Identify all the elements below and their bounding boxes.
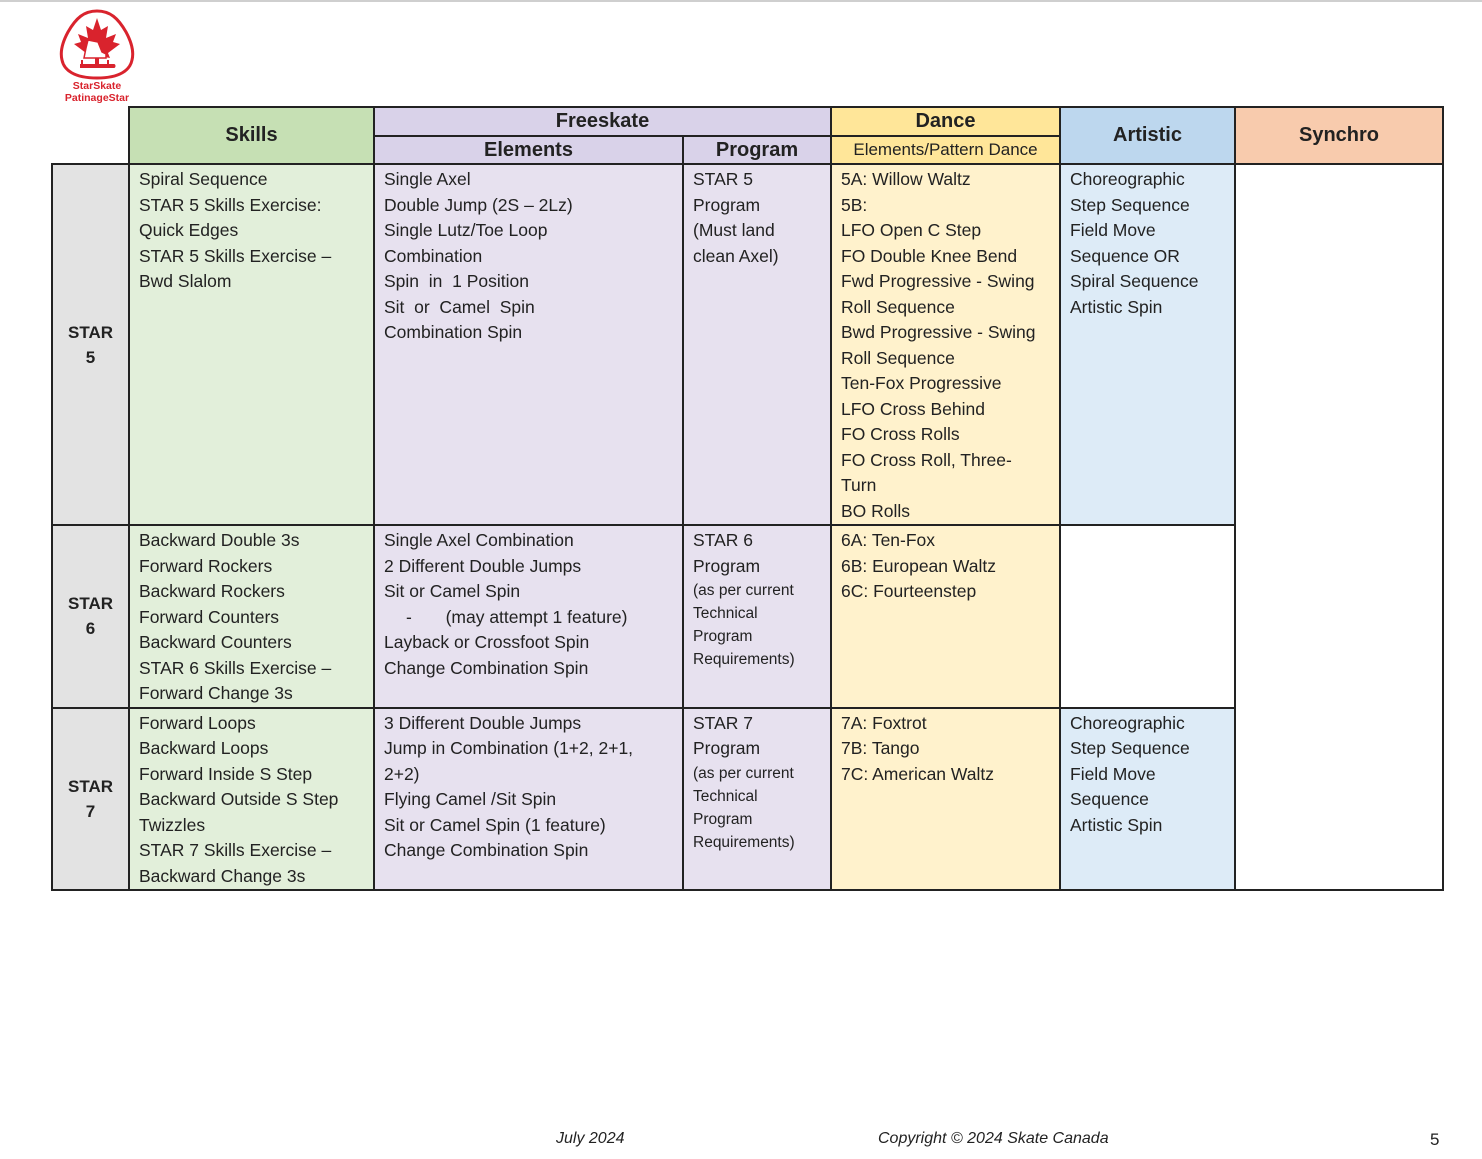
list-item: Forward Change 3s <box>139 683 293 703</box>
list-item: 2+2) <box>384 763 420 784</box>
list-item: Backward Loops <box>139 738 269 758</box>
list-item: (as per current <box>693 764 794 782</box>
logo-line-1: StarSkate <box>72 80 122 92</box>
list-item: Sit or Camel Spin (1 feature) <box>384 814 606 835</box>
list-item: Program <box>693 738 761 758</box>
corner-blank <box>52 107 129 164</box>
list-item: STAR 7 <box>693 712 753 733</box>
list-item: STAR 5 Skills Exercise – <box>139 245 332 266</box>
list-item: Backward Change 3s <box>139 865 306 886</box>
synchro-column-empty <box>1235 164 1443 890</box>
star5-artistic <box>1060 164 1235 525</box>
list-item: Double Jump (2S – 2Lz) <box>384 194 573 215</box>
header-program: Program <box>683 136 831 164</box>
logo-wordmark <box>56 80 138 104</box>
header-skills: Skills <box>129 107 374 164</box>
star7-elements <box>374 708 683 891</box>
list-item: Jump in Combination (1+2, 2+1, <box>384 738 634 758</box>
list-item: Sequence <box>1070 789 1149 809</box>
list-item: Program <box>693 555 761 576</box>
list-item: Program <box>693 194 761 215</box>
list-item: 7A: Foxtrot <box>841 712 927 733</box>
list-item: Quick Edges <box>139 220 239 240</box>
list-item: Layback or Crossfoot Spin <box>384 632 590 652</box>
list-item: Backward Counters <box>139 632 292 652</box>
list-item: FO Cross Rolls <box>841 424 960 444</box>
row-label-text: STAR <box>67 322 113 342</box>
list-item: Change Combination Spin <box>384 840 589 860</box>
star7-program <box>683 708 831 891</box>
list-item: Artistic Spin <box>1070 296 1163 317</box>
star5-program <box>683 164 831 525</box>
table-row-star-5 <box>52 164 1443 525</box>
list-item: Choreographic <box>1070 712 1185 733</box>
list-item: (Must land <box>693 220 775 240</box>
star6-elements <box>374 525 683 708</box>
list-item: STAR 5 Skills Exercise: <box>139 194 322 215</box>
list-item: STAR 5 <box>693 169 753 189</box>
footer-copyright: Copyright © 2024 Skate Canada <box>878 1130 1109 1147</box>
logo-line-2: PatinageStar <box>64 92 130 104</box>
dash-bullet: - <box>406 606 412 627</box>
header-dance-sub: Elements/Pattern Dance <box>831 136 1060 164</box>
list-item: Roll Sequence <box>841 347 955 368</box>
list-item: (as per current <box>693 582 794 599</box>
star7-dance <box>831 708 1060 891</box>
list-item: Choreographic <box>1070 169 1185 189</box>
list-item: 5B: <box>841 194 868 215</box>
list-item: Sit or Camel Spin <box>384 296 535 317</box>
table-row-star-7 <box>52 708 1443 891</box>
list-item: 6C: Fourteenstep <box>841 581 977 601</box>
list-item: 5A: Willow Waltz <box>841 169 971 189</box>
star6-program <box>683 525 831 708</box>
list-item: Bwd Slalom <box>139 271 232 291</box>
list-item: Requirements) <box>693 651 795 668</box>
list-item: LFO Open C Step <box>841 220 982 240</box>
list-item: Single Lutz/Toe Loop <box>384 220 548 240</box>
list-item: Artistic Spin <box>1070 814 1163 835</box>
list-item: FO Cross Roll, Three- <box>841 449 1012 470</box>
star7-skills <box>129 708 374 891</box>
list-item: 6B: European Waltz <box>841 555 996 576</box>
star6-dance <box>831 525 1060 708</box>
list-item: Single Axel Combination <box>384 530 574 550</box>
list-item: Twizzles <box>139 814 206 835</box>
list-item: Ten-Fox Progressive <box>841 373 1002 393</box>
list-item: STAR 6 Skills Exercise – <box>139 657 332 678</box>
list-item: 7C: American Waltz <box>841 763 995 784</box>
header-freeskate: Freeskate <box>374 107 831 136</box>
list-item: Forward Counters <box>139 606 280 627</box>
list-item: Field Move <box>1070 220 1156 240</box>
list-item: Roll Sequence <box>841 296 955 317</box>
list-item: Forward Inside S Step <box>139 763 313 784</box>
list-item: 7B: Tango <box>841 738 920 758</box>
star5-skills <box>129 164 374 525</box>
list-item: 6A: Ten-Fox <box>841 530 936 550</box>
page-number: 5 <box>1430 1130 1440 1149</box>
list-item: Flying Camel /Sit Spin <box>384 789 557 809</box>
star7-artistic <box>1060 708 1235 891</box>
table-row-star-6 <box>52 525 1443 708</box>
row-label-star-6 <box>52 525 129 708</box>
list-item: Combination Spin <box>384 322 523 342</box>
row-label-text: STAR <box>67 594 113 614</box>
list-item: Field Move <box>1070 763 1156 784</box>
list-item: Step Sequence <box>1070 738 1190 758</box>
list-item: Backward Rockers <box>139 581 285 601</box>
list-item: Spin in 1 Position <box>384 271 529 291</box>
list-item: Technical <box>693 787 758 805</box>
subnote-text: (may attempt 1 feature) <box>445 606 628 627</box>
list-item: Bwd Progressive - Swing <box>841 322 1036 342</box>
list-item: Requirements) <box>693 833 795 851</box>
footer-date: July 2024 <box>556 1130 625 1147</box>
star6-artistic-empty <box>1060 525 1235 708</box>
list-item: Spiral Sequence <box>139 169 268 189</box>
list-item: Single Axel <box>384 169 471 189</box>
header-artistic: Artistic <box>1060 107 1235 164</box>
list-item: Step Sequence <box>1070 194 1190 215</box>
star5-dance <box>831 164 1060 525</box>
list-item: BO Rolls <box>841 500 911 521</box>
list-item: Backward Double 3s <box>139 530 300 550</box>
list-item: LFO Cross Behind <box>841 398 985 419</box>
header-synchro: Synchro <box>1235 107 1443 164</box>
star-requirements-table <box>51 106 1444 891</box>
row-label-star-7 <box>52 708 129 891</box>
list-item: Change Combination Spin <box>384 657 589 678</box>
star5-elements <box>374 164 683 525</box>
header-elements: Elements <box>374 136 683 164</box>
list-item: Program <box>693 810 753 828</box>
list-item: Spiral Sequence <box>1070 271 1199 291</box>
list-item: STAR 6 <box>693 530 753 550</box>
list-item: Sequence OR <box>1070 245 1180 266</box>
list-item: Backward Outside S Step <box>139 789 339 809</box>
list-item: clean Axel) <box>693 245 779 266</box>
row-label-number: 5 <box>85 347 96 367</box>
row-label-number: 6 <box>85 619 96 639</box>
list-item: Turn <box>841 475 877 495</box>
row-label-number: 7 <box>85 801 96 821</box>
list-item: STAR 7 Skills Exercise – <box>139 840 332 860</box>
row-label-star-5 <box>52 164 129 525</box>
header-dance: Dance <box>831 107 1060 136</box>
top-rule <box>0 0 1482 2</box>
list-item: Forward Rockers <box>139 555 273 576</box>
list-item: Technical <box>693 605 758 622</box>
list-item-subnote <box>384 605 674 631</box>
star6-skills <box>129 525 374 708</box>
list-item: Fwd Progressive - Swing <box>841 271 1035 291</box>
list-item: Combination <box>384 245 483 266</box>
list-item: FO Double Knee Bend <box>841 245 1018 266</box>
list-item: Sit or Camel Spin <box>384 581 521 601</box>
list-item: Program <box>693 628 753 645</box>
list-item: 2 Different Double Jumps <box>384 555 582 576</box>
list-item: Forward Loops <box>139 712 256 733</box>
list-item: 3 Different Double Jumps <box>384 712 582 733</box>
row-label-text: STAR <box>67 776 113 796</box>
